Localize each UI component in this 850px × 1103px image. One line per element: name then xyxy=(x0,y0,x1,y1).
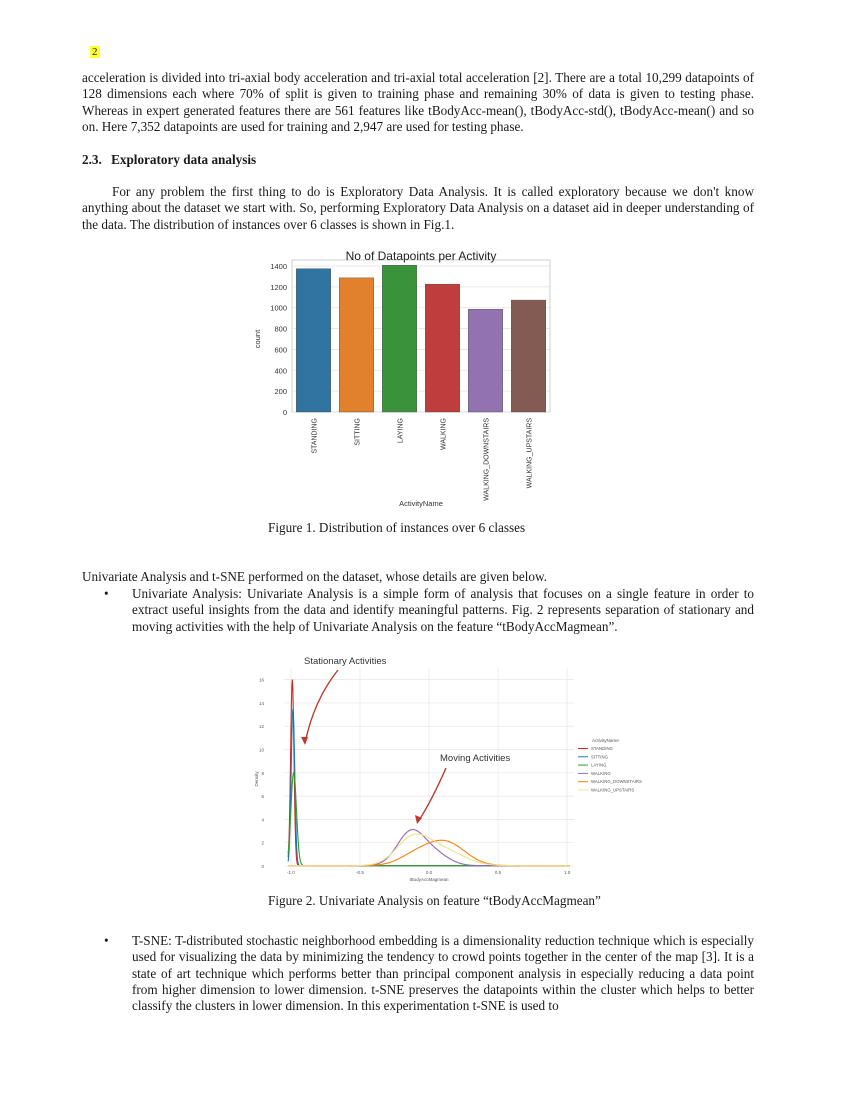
bullet-tsne-text: T-SNE: T-distributed stochastic neighborhood embedding is a dimensionality reduction technique which is especially used for visualizing the data by minimizing the tendency to crowd points together in the center of the map [3]. It is a state of art technique which performs better than principal component analysis in especially reducing a data point from higher dimension to lower dimension. t-SNE preserves the datapoints within the cluster which helps to better classify the clusters in lower dimension. In this experimentation t-SNE is used to xyxy=(132,933,754,1014)
y-tick-label: 600 xyxy=(274,345,287,355)
x-tick-label: -0.5 xyxy=(356,870,364,875)
x-tick-label: WALKING_DOWNSTAIRS xyxy=(483,418,491,501)
y-tick-label: 6 xyxy=(261,794,264,800)
y-tick-label: 0 xyxy=(261,864,264,869)
y-tick-label: 4 xyxy=(261,817,264,823)
section-heading xyxy=(82,152,256,168)
y-tick-label: 400 xyxy=(274,366,287,376)
x-tick-label: 0.0 xyxy=(425,870,433,875)
y-axis-label: Density xyxy=(254,771,259,787)
x-tick-label: 1.0 xyxy=(563,870,571,875)
y-tick-label: 1200 xyxy=(270,282,287,292)
y-tick-label: 14 xyxy=(258,700,264,706)
annotation-stationary: Stationary Activities xyxy=(304,656,387,667)
section-number: 2.3. xyxy=(82,152,102,167)
chart-title: No of Datapoints per Activity xyxy=(345,249,497,263)
bar-laying xyxy=(382,265,416,412)
bullet-univariate-text: Univariate Analysis: Univariate Analysis is a simple form of analysis that focuses on a single feature in order to extract useful insights from the data and identify meaningful patterns. Fig. 2 represents separation of stationary and moving activities with the help of Univariate Analysis on the feature “tBodyAccMagmean”. xyxy=(132,586,754,634)
annotation-moving: Moving Activities xyxy=(440,753,511,764)
legend-entry: STANDING xyxy=(591,746,613,751)
bar-walking-upstairs xyxy=(511,300,545,412)
y-tick-label: 12 xyxy=(258,724,264,730)
x-tick-label: 0.5 xyxy=(494,870,502,875)
y-axis-label: count xyxy=(253,329,262,349)
x-tick-label: -1.0 xyxy=(287,870,295,875)
figure-1-bar-chart xyxy=(248,244,558,512)
y-tick-label: 200 xyxy=(274,387,287,397)
paragraph-eda-intro: For any problem the first thing to do is Exploratory Data Analysis. It is called exploratory because we don't know anything about the dataset we start with. So, performing Exploratory Data Analysis on a dataset aid in deeper understanding of the data. The distribution of instances over 6 classes is shown in Fig.1. xyxy=(82,184,754,232)
y-tick-label: 1400 xyxy=(270,262,287,271)
page-number: 2 xyxy=(92,46,98,58)
bullet-marker: • xyxy=(104,586,109,601)
paragraph-analysis-intro: Univariate Analysis and t-SNE performed on the dataset, whose details are given below. xyxy=(82,569,547,584)
bullet-tsne xyxy=(104,933,754,1014)
x-axis-label: tBodyAccMagmean xyxy=(409,877,449,882)
bar-walking-downstairs xyxy=(468,309,502,412)
x-tick-label: WALKING_UPSTAIRS xyxy=(526,418,534,489)
legend-entry: WALKING_UPSTAIRS xyxy=(591,787,635,793)
figure-1-caption: Figure 1. Distribution of instances over 6 classes xyxy=(268,520,526,535)
legend-entry: WALKING xyxy=(591,770,611,776)
bullet-univariate xyxy=(104,586,754,635)
bullet-marker: • xyxy=(104,933,109,948)
legend-entry: LAYING xyxy=(591,762,607,768)
paragraph-data-split: acceleration is divided into tri-axial body acceleration and tri-axial total acceleration [2]. There are a total 10,299 datapoints of 128 dimensions each where 70% of split is given to training phase and remaining 30% of data is given to testing phase. Whereas in expert generated features there are 561 features like tBodyAcc-mean(), tBodyAcc-std(), tBodyAcc-mean() and so on. Here 7,352 datapoints are used for training and 2,947 are used for testing phase. xyxy=(82,70,754,134)
x-tick-label: SITTING xyxy=(354,418,362,446)
x-tick-label: STANDING xyxy=(311,418,319,454)
legend-title: ActivityName xyxy=(592,738,619,743)
bar-sitting xyxy=(339,278,373,412)
bar-standing xyxy=(296,269,330,412)
x-tick-label: LAYING xyxy=(397,418,405,444)
x-tick-label: WALKING xyxy=(440,418,448,451)
x-axis-label: ActivityName xyxy=(399,499,443,508)
y-tick-label: 2 xyxy=(261,840,264,846)
y-tick-label: 8 xyxy=(261,770,264,776)
figure-2-caption: Figure 2. Univariate Analysis on feature “tBodyAccMagmean” xyxy=(268,893,601,908)
legend-entry: SITTING xyxy=(591,754,608,760)
bar-walking xyxy=(425,284,459,412)
y-tick-label: 10 xyxy=(258,747,264,753)
y-tick-label: 800 xyxy=(274,324,287,334)
y-tick-label: 16 xyxy=(258,677,264,683)
y-tick-label: 1000 xyxy=(270,303,287,313)
section-title: Exploratory data analysis xyxy=(111,152,257,167)
figure-2-density-plot xyxy=(250,650,650,886)
y-tick-label: 0 xyxy=(282,408,287,417)
legend-entry: WALKING_DOWNSTAIRS xyxy=(591,779,642,785)
